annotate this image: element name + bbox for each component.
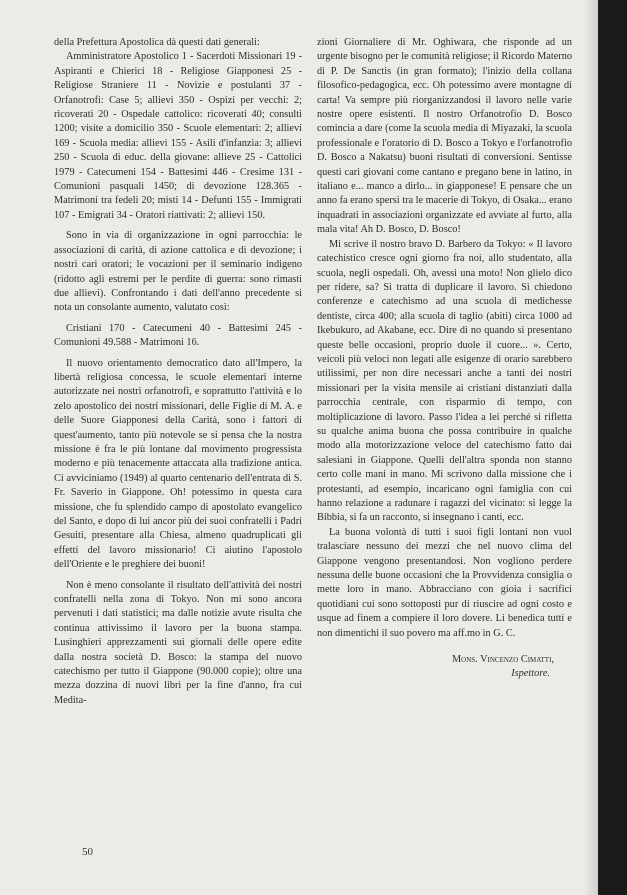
paragraph: Sono in via di organizzazione in ogni parrocchia: le associazioni di carità, di azione cattolica e di devozione; i nostri cari oratori; le vocazioni per il seminario indigeno (ridotto agli estremi per le perdite di guerra: sono rimasti due allievi). Confrontando i dati dell'anno precedente si nota un consolante aumento, valutato così:	[54, 230, 302, 314]
paragraph: zioni Giornaliere di Mr. Oghiwara, che risponde ad un urgente bisogno per le comunità religiose; il Ricordo Materno di P. De Sanctis (in gran formato); l'inizio della collana filosofico-pedagogica, ecc. Oh potessimo avere montagne di carta! Va sempre più riorganizzandosi il lavoro nelle varie nostre opere esistenti. Il nostro Orfanotrofio D. Bosco comincia a dare (come la scuola media di Miyazaki, la scuola professionale e l'oratorio di D. Bosco a Tokyo e l'orfanotrofio D. Bosco a Nakatsu) buoni risultati di conversioni. Sentisse questi cari giovani come cantano e pregano bene in latino, in italiano e... manco a dirlo... in giapponese! E pensare che un anno fa erano spersi tra le macerie di Tokyo, di Osaka... erano inquadrati in associazioni organizzate ed avviate al furto, alla mala vita! Ah D. Bosco, D. Bosco!	[317, 37, 572, 236]
paragraph: Non è meno consolante il risultato dell'attività dei nostri confratelli nella zona di Tokyo. Non mi sono ancora pervenuti i dati statistici; ma dalle notizie avute risulta che continua attivissimo il lavoro per la buona stampa. Lusinghieri apprezzamenti sui giornali delle opere edite dalla nostra società D. Bosco: la stampa del nuovo catechismo per tutto il Giappone (90.000 copie); oltre una mezza dozzina di nuovi libri per la fine d'anno, fra cui Medita-	[54, 579, 302, 706]
paragraph: Il nuovo orientamento democratico dato all'Impero, la libertà religiosa concessa, le scuole elementari interne autorizzate nei nostri orfanotrofi, e soprattutto l'attività e lo zelo apostolico dei nostri missionari, delle Figlie di M. A. e delle Suore Giapponesi della Carità, sono i fattori di quest'aumento, tanto più notevole se si pensa che la nostra missione è fra le più lontane dal movimento progressista moderno e più tenacemente attaccata alla tradizione antica. Ci avviciniamo (1949) al quarto centenario dell'entrata di S. Fr. Saverio in Giappone. Oh! potessimo in questa cara missione, che fu splendido campo di apostolato evangelico del Santo, e dopo di lui ancor più dei suoi confratelli i Padri Gesuiti, presentare alla Chiesa, almeno quadruplicati gli effetti del lavoro missionario! Ci aiutino l'apostolo dell'Oriente e le preghiere dei buoni!	[54, 357, 302, 571]
signature-block	[317, 653, 572, 682]
paragraph: Mi scrive il nostro bravo D. Barbero da Tokyo: « Il lavoro catechistico cresce ogni giorno fra noi, allo studentato, alla scuola, negli ospedali. Oh, avessi una moto! Non glielo dico per ridere, sa? Si tratta di duplicare il lavoro. Si chiedono conferenze e catechismo ad una scuola di medichesse dentiste, circa 400; alla scuola di taglio (abiti) circa 1000 ad Ikebukuro, ad Akabane, ecc. Dire di no quando si presentano queste belle occasioni, proprio duole il cuore... ». Certo, veicoli più veloci non legati alle esigenze di orario sarebbero utilissimi, per non dire necessari anche a tanti dei nostri missionari per la visita mensile ai cristiani distanziati dalla parrocchia centrale, con risparmio di tempo, con moltiplicazione di lavoro. Passo l'idea a lei perché si rifletta su qualche anima buona che possa contribuire in qualche modo alla motorizzazione veloce del catechismo fatto dai salesiani in Giappone. Quelli dell'altra sponda non stanno certo colle mani in mano. Mi scrivono dalla missione che i protestanti, ad esempio, incaricano ogni famiglia con cui hanno relazione a radunare i ragazzi del vicinato: si legge la Bibbia, si fa un racconto, si insegnano i canti, ecc.	[317, 238, 572, 524]
comparison-paragraph: Cristiani 170 - Catecumeni 40 - Battesimi 245 - Comunioni 49.588 - Matrimoni 16.	[54, 322, 302, 349]
paragraph: La buona volontà di tutti i suoi figli lontani non vuol tralasciare nessuno dei mezzi che nel nuovo clima del Giappone vengono presentandosi. Non vogliono perdere nessuna delle buone occasioni che la Provvidenza consiglia o mette loro in mano. Abbracciano con gioia i sacrifici quotidiani cui sono sottoposti pur di riuscire ad ogni costo e usque ad finem a compiere il loro dovere. Li benedica tutti e non dimentichi il suo povero ma aff.mo in G. C.	[317, 526, 572, 639]
paragraph: della Prefettura Apostolica dà questi dati generali:	[54, 37, 260, 48]
signature-name: Mons. Vincenzo Cimatti,	[451, 654, 554, 666]
statistics-paragraph: Amministratore Apostolico 1 - Sacerdoti Missionari 19 - Aspiranti e Chierici 18 - Religiose Giapponesi 25 - Religiose Straniere 11 - Novizie e postulanti 37 - Orfanotrofi: Case 5; allievi 350 - Ospizi per vecchi: 2; ricoverati 20 - Ospedale cattolico: ricoverati 40; consulti 1200; visite a domicilio 350 - Scuole elementari: 2; allievi 169 - Scuola media: allievi 155 - Asili d'infanzia: 3; allievi 250 - Scuola di educ. della giovane: allieve 25 - Cattolici 1979 - Catecumeni 154 - Battesimi 446 - Cresime 131 - Comunioni pasquali 1450; di devozione 128.365 - Matrimoni tra fedeli 20; misti 14 - Defunti 155 - Immigrati 107 - Emigrati 34 - Oratori riattivati: 2; allievi 150.	[54, 51, 302, 221]
left-column	[54, 36, 302, 708]
signature-title: Ispettore.	[511, 668, 550, 680]
right-column	[317, 36, 572, 682]
page-number: 50	[82, 846, 93, 858]
